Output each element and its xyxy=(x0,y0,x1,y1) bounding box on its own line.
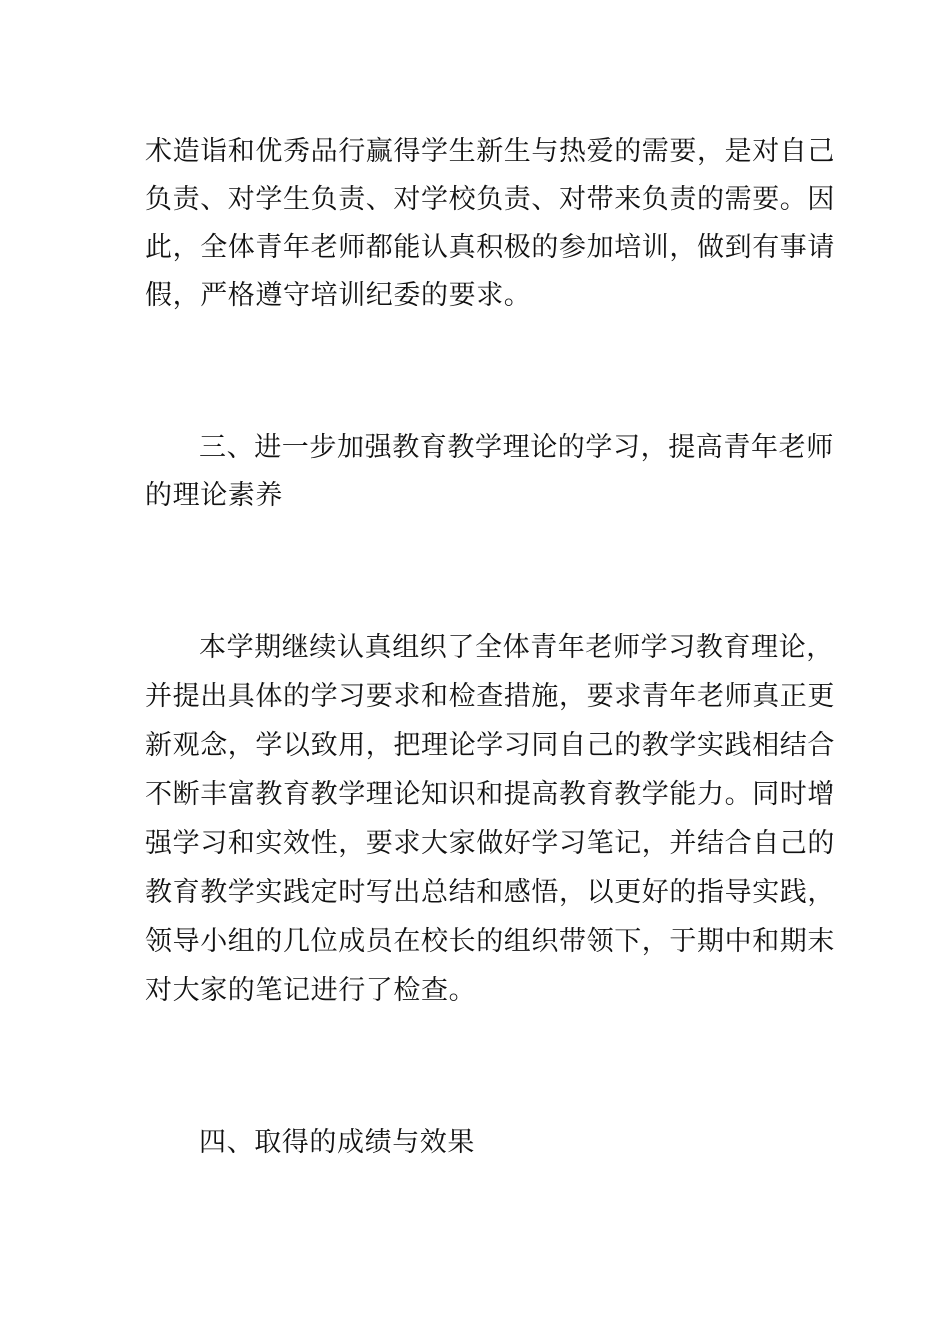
paragraph-line: 术造诣和优秀品行赢得学生新生与热爱的需要，是对自己 xyxy=(145,136,835,167)
paragraph-line: 领导小组的几位成员在校长的组织带领下，于期中和期末 xyxy=(145,926,835,957)
section-heading-three: 三、进一步加强教育教学理论的学习，提高青年老师 xyxy=(199,432,834,463)
section-heading-four: 四、取得的成绩与效果 xyxy=(199,1127,475,1158)
paragraph-line: 负责、对学生负责、对学校负责、对带来负责的需要。因 xyxy=(145,184,835,215)
paragraph-line: 本学期继续认真组织了全体青年老师学习教育理论， xyxy=(199,632,834,663)
paragraph-line: 新观念，学以致用，把理论学习同自己的教学实践相结合 xyxy=(145,730,835,761)
section-heading-three-cont: 的理论素养 xyxy=(145,480,283,511)
paragraph-line: 此，全体青年老师都能认真积极的参加培训，做到有事请 xyxy=(145,232,835,263)
paragraph-line: 教育教学实践定时写出总结和感悟，以更好的指导实践， xyxy=(145,877,835,908)
paragraph-line: 并提出具体的学习要求和检查措施，要求青年老师真正更 xyxy=(145,681,835,712)
paragraph-line: 不断丰富教育教学理论知识和提高教育教学能力。同时增 xyxy=(145,779,835,810)
paragraph-line: 强学习和实效性，要求大家做好学习笔记，并结合自己的 xyxy=(145,828,835,859)
paragraph-line: 对大家的笔记进行了检查。 xyxy=(145,975,477,1006)
paragraph-line: 假，严格遵守培训纪委的要求。 xyxy=(145,280,532,311)
